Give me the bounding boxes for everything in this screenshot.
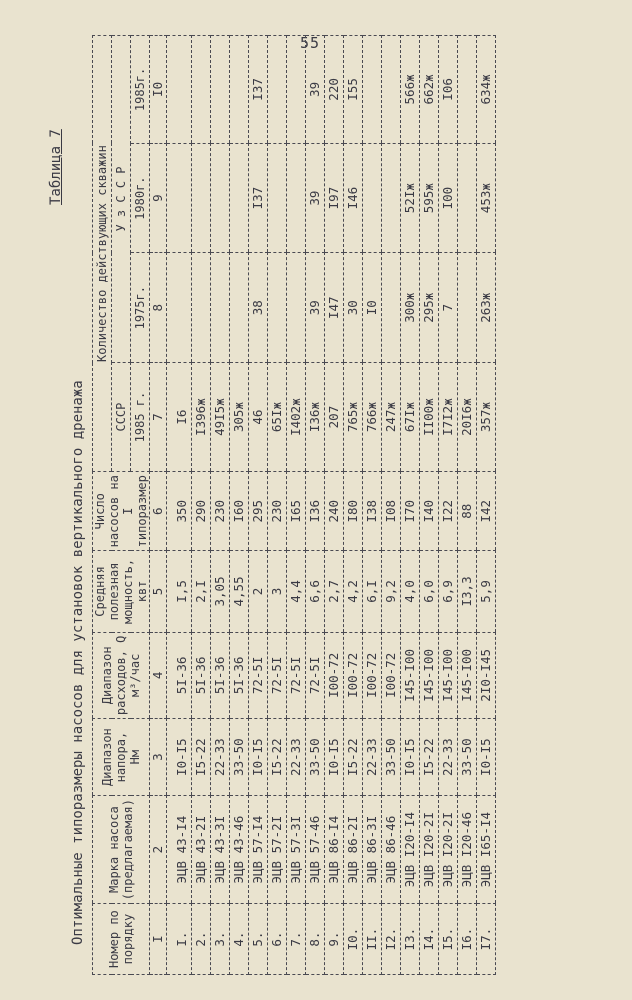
cell-pump-mark: ЭЦВ 57-I4 bbox=[249, 796, 268, 904]
cell-uz-1975: 300ж bbox=[401, 253, 420, 363]
cell-uz-1975: 7 bbox=[439, 253, 458, 363]
cell-number: 5. bbox=[249, 904, 268, 975]
cell-uz-1980: I37 bbox=[249, 143, 268, 253]
header-power: Средняя полезная мощность, квт bbox=[93, 551, 150, 632]
cell-uz-1980: I00 bbox=[439, 143, 458, 253]
cell-uz-1980 bbox=[458, 143, 477, 253]
cell-uz-1980 bbox=[211, 143, 230, 253]
cell-uz-1980 bbox=[382, 143, 401, 253]
cell-pump-mark: ЭЦВ 57-2I bbox=[268, 796, 287, 904]
cell-uz-1975: I0 bbox=[363, 253, 382, 363]
cell-ussr-1985: 67Iж bbox=[401, 363, 420, 472]
cell-pump-mark: ЭЦВ 43-I4 bbox=[167, 796, 192, 904]
cell-uz-1975: 39 bbox=[306, 253, 325, 363]
cell-uz-1985 bbox=[211, 36, 230, 144]
cell-flow-range: I00-72 bbox=[325, 632, 344, 719]
cell-pump-count: 290 bbox=[192, 472, 211, 551]
cell-uz-1980: 453ж bbox=[477, 143, 496, 253]
cell-uz-1985: I06 bbox=[439, 36, 458, 144]
table-row bbox=[211, 36, 230, 975]
cell-number: I4. bbox=[420, 904, 439, 975]
cell-pump-mark: ЭЦВ I20-2I bbox=[420, 796, 439, 904]
cell-pump-mark: ЭЦВ 86-3I bbox=[363, 796, 382, 904]
cell-power: 4,55 bbox=[230, 551, 249, 632]
cell-number: 8. bbox=[306, 904, 325, 975]
cell-number: II. bbox=[363, 904, 382, 975]
cell-flow-range: I00-72 bbox=[363, 632, 382, 719]
cell-uz-1975: 263ж bbox=[477, 253, 496, 363]
cell-power: 4,4 bbox=[287, 551, 306, 632]
col-number: I0 bbox=[150, 36, 167, 144]
cell-uz-1980: 595ж bbox=[420, 143, 439, 253]
cell-uz-1975: 38 bbox=[249, 253, 268, 363]
cell-flow-range: 2I0-I45 bbox=[477, 632, 496, 719]
cell-power: 4,0 bbox=[401, 551, 420, 632]
cell-uz-1985 bbox=[230, 36, 249, 144]
table-row bbox=[230, 36, 249, 975]
table-row bbox=[268, 36, 287, 975]
cell-uz-1985 bbox=[287, 36, 306, 144]
cell-pump-count: 230 bbox=[268, 472, 287, 551]
cell-flow-range: 72-5I bbox=[249, 632, 268, 719]
cell-pump-count: 295 bbox=[249, 472, 268, 551]
cell-pump-count: I22 bbox=[439, 472, 458, 551]
cell-uz-1985 bbox=[268, 36, 287, 144]
cell-uz-1975 bbox=[211, 253, 230, 363]
cell-flow-range: I45-I00 bbox=[420, 632, 439, 719]
cell-number: I6. bbox=[458, 904, 477, 975]
table-row bbox=[306, 36, 325, 975]
cell-uz-1985: 220 bbox=[325, 36, 344, 144]
cell-ussr-1985: 65Iж bbox=[268, 363, 287, 472]
cell-number: I0. bbox=[344, 904, 363, 975]
cell-head-range: I0-I5 bbox=[249, 719, 268, 796]
col-number: 4 bbox=[150, 632, 167, 719]
cell-pump-mark: ЭЦВ 57-3I bbox=[287, 796, 306, 904]
cell-number: 9. bbox=[325, 904, 344, 975]
cell-flow-range: I45-I00 bbox=[401, 632, 420, 719]
cell-ussr-1985: 357ж bbox=[477, 363, 496, 472]
cell-pump-mark: ЭЦВ I20-2I bbox=[439, 796, 458, 904]
cell-pump-count: 350 bbox=[167, 472, 192, 551]
cell-uz-1980 bbox=[230, 143, 249, 253]
cell-head-range: I0-I5 bbox=[477, 719, 496, 796]
cell-flow-range: I45-I00 bbox=[439, 632, 458, 719]
cell-pump-mark: ЭЦВ 86-46 bbox=[382, 796, 401, 904]
header-number: Номер по порядку bbox=[93, 904, 150, 975]
cell-ussr-1985: I36ж bbox=[306, 363, 325, 472]
cell-uz-1985 bbox=[363, 36, 382, 144]
cell-power: 2 bbox=[249, 551, 268, 632]
header-flow-range: Диапазон расходов, Q м³/час bbox=[93, 632, 150, 719]
header-uz-1985: 1985г. bbox=[131, 36, 150, 144]
table-title: Оптимальные типоразмеры насосов для установок вертикального дренажа bbox=[70, 380, 86, 945]
table-row bbox=[382, 36, 401, 975]
cell-pump-count: 230 bbox=[211, 472, 230, 551]
cell-uz-1980 bbox=[167, 143, 192, 253]
header-uz-1980: 1980г. bbox=[131, 143, 150, 253]
cell-head-range: I0-I5 bbox=[167, 719, 192, 796]
col-number: 2 bbox=[150, 796, 167, 904]
cell-uz-1980 bbox=[287, 143, 306, 253]
cell-ussr-1985: 49I5ж bbox=[211, 363, 230, 472]
cell-uz-1975 bbox=[192, 253, 211, 363]
cell-uz-1985 bbox=[167, 36, 192, 144]
cell-uz-1975 bbox=[458, 253, 477, 363]
cell-pump-count: 88 bbox=[458, 472, 477, 551]
table-row bbox=[344, 36, 363, 975]
cell-flow-range: 5I-36 bbox=[211, 632, 230, 719]
header-uzssr: У з С С Р bbox=[112, 36, 131, 363]
cell-power: I,5 bbox=[167, 551, 192, 632]
cell-ussr-1985: 305ж bbox=[230, 363, 249, 472]
cell-pump-mark: ЭЦВ 86-2I bbox=[344, 796, 363, 904]
cell-head-range: 22-33 bbox=[439, 719, 458, 796]
cell-power: 9,2 bbox=[382, 551, 401, 632]
cell-pump-mark: ЭЦВ 43-2I bbox=[192, 796, 211, 904]
cell-number: I5. bbox=[439, 904, 458, 975]
cell-uz-1980 bbox=[363, 143, 382, 253]
cell-uz-1980 bbox=[192, 143, 211, 253]
cell-ussr-1985: I6 bbox=[167, 363, 192, 472]
cell-power: 6,9 bbox=[439, 551, 458, 632]
table-row bbox=[420, 36, 439, 975]
cell-flow-range: 72-5I bbox=[306, 632, 325, 719]
cell-ussr-1985: 20I6ж bbox=[458, 363, 477, 472]
cell-uz-1975: 30 bbox=[344, 253, 363, 363]
rotated-table-block bbox=[48, 35, 588, 975]
cell-uz-1985 bbox=[382, 36, 401, 144]
cell-flow-range: 72-5I bbox=[268, 632, 287, 719]
cell-uz-1980 bbox=[268, 143, 287, 253]
cell-power: 2,7 bbox=[325, 551, 344, 632]
cell-pump-mark: ЭЦВ 43-3I bbox=[211, 796, 230, 904]
col-number: 8 bbox=[150, 253, 167, 363]
cell-pump-count: I36 bbox=[306, 472, 325, 551]
cell-uz-1980: I46 bbox=[344, 143, 363, 253]
cell-power: 5,9 bbox=[477, 551, 496, 632]
table-row bbox=[363, 36, 382, 975]
cell-head-range: 22-33 bbox=[287, 719, 306, 796]
cell-uz-1985: 39 bbox=[306, 36, 325, 144]
cell-uz-1980: 39 bbox=[306, 143, 325, 253]
cell-head-range: I5-22 bbox=[268, 719, 287, 796]
cell-number: 7. bbox=[287, 904, 306, 975]
cell-number: I7. bbox=[477, 904, 496, 975]
cell-pump-count: I65 bbox=[287, 472, 306, 551]
cell-number: 6. bbox=[268, 904, 287, 975]
cell-head-range: 22-33 bbox=[211, 719, 230, 796]
table-row bbox=[401, 36, 420, 975]
cell-flow-range: 5I-36 bbox=[167, 632, 192, 719]
cell-number: 2. bbox=[192, 904, 211, 975]
cell-head-range: 33-50 bbox=[306, 719, 325, 796]
cell-ussr-1985: 207 bbox=[325, 363, 344, 472]
cell-pump-mark: ЭЦВ 43-46 bbox=[230, 796, 249, 904]
cell-uz-1985: I55 bbox=[344, 36, 363, 144]
cell-pump-count: I60 bbox=[230, 472, 249, 551]
cell-uz-1975: 295ж bbox=[420, 253, 439, 363]
cell-uz-1985: 566ж bbox=[401, 36, 420, 144]
cell-ussr-1985: I396ж bbox=[192, 363, 211, 472]
cell-pump-count: I70 bbox=[401, 472, 420, 551]
table-label: Таблица 7 bbox=[48, 129, 64, 205]
cell-number: 4. bbox=[230, 904, 249, 975]
cell-flow-range: 5I-36 bbox=[192, 632, 211, 719]
cell-pump-mark: ЭЦВ I65-I4 bbox=[477, 796, 496, 904]
cell-uz-1975 bbox=[167, 253, 192, 363]
cell-head-range: I0-I5 bbox=[401, 719, 420, 796]
cell-uz-1975 bbox=[268, 253, 287, 363]
cell-uz-1985 bbox=[192, 36, 211, 144]
header-head-range: Диапазон напора, Нм bbox=[93, 719, 150, 796]
cell-number: I. bbox=[167, 904, 192, 975]
header-ussr: СССР bbox=[112, 363, 131, 472]
header-pump-mark: Марка насоса (предлагаемая) bbox=[93, 796, 150, 904]
cell-power: I3,3 bbox=[458, 551, 477, 632]
cell-pump-count: I38 bbox=[363, 472, 382, 551]
cell-uz-1985: 634ж bbox=[477, 36, 496, 144]
cell-head-range: I5-22 bbox=[192, 719, 211, 796]
cell-flow-range: I00-72 bbox=[382, 632, 401, 719]
cell-power: 3,05 bbox=[211, 551, 230, 632]
table-row bbox=[167, 36, 192, 975]
cell-flow-range: 72-5I bbox=[287, 632, 306, 719]
header-uz-1975: 1975г. bbox=[131, 253, 150, 363]
cell-pump-count: I40 bbox=[420, 472, 439, 551]
cell-head-range: I5-22 bbox=[420, 719, 439, 796]
cell-pump-mark: ЭЦВ I20-46 bbox=[458, 796, 477, 904]
cell-ussr-1985: 766ж bbox=[363, 363, 382, 472]
cell-head-range: I5-22 bbox=[344, 719, 363, 796]
cell-flow-range: I00-72 bbox=[344, 632, 363, 719]
col-number: 6 bbox=[150, 472, 167, 551]
cell-pump-count: I42 bbox=[477, 472, 496, 551]
table-row bbox=[458, 36, 477, 975]
cell-flow-range: I45-I00 bbox=[458, 632, 477, 719]
table-row bbox=[287, 36, 306, 975]
cell-pump-mark: ЭЦВ 57-46 bbox=[306, 796, 325, 904]
cell-power: 4,2 bbox=[344, 551, 363, 632]
col-number: 9 bbox=[150, 143, 167, 253]
header-wells-group: Количество действующих скважин bbox=[93, 36, 112, 472]
cell-pump-count: 240 bbox=[325, 472, 344, 551]
pump-table bbox=[92, 35, 496, 975]
cell-head-range: 33-50 bbox=[382, 719, 401, 796]
cell-power: 2,I bbox=[192, 551, 211, 632]
col-number: I bbox=[150, 904, 167, 975]
cell-head-range: 33-50 bbox=[458, 719, 477, 796]
header-pump-count: Число насосов на I типоразмер bbox=[93, 472, 150, 551]
cell-uz-1975: I47 bbox=[325, 253, 344, 363]
cell-head-range: 33-50 bbox=[230, 719, 249, 796]
cell-number: 3. bbox=[211, 904, 230, 975]
col-number: 5 bbox=[150, 551, 167, 632]
table-row bbox=[249, 36, 268, 975]
cell-ussr-1985: I7I2ж bbox=[439, 363, 458, 472]
cell-ussr-1985: II00ж bbox=[420, 363, 439, 472]
cell-flow-range: 5I-36 bbox=[230, 632, 249, 719]
cell-uz-1980: I97 bbox=[325, 143, 344, 253]
col-number: 7 bbox=[150, 363, 167, 472]
cell-uz-1985 bbox=[458, 36, 477, 144]
cell-head-range: I0-I5 bbox=[325, 719, 344, 796]
col-number: 3 bbox=[150, 719, 167, 796]
header-ussr-1985: 1985 г. bbox=[131, 363, 150, 472]
table-row bbox=[477, 36, 496, 975]
cell-uz-1980: 52Iж bbox=[401, 143, 420, 253]
cell-pump-mark: ЭЦВ 86-I4 bbox=[325, 796, 344, 904]
table-row bbox=[439, 36, 458, 975]
cell-pump-count: I80 bbox=[344, 472, 363, 551]
cell-power: 6,6 bbox=[306, 551, 325, 632]
cell-uz-1985: 662ж bbox=[420, 36, 439, 144]
table-row bbox=[325, 36, 344, 975]
cell-uz-1975 bbox=[230, 253, 249, 363]
cell-power: 6,I bbox=[363, 551, 382, 632]
cell-ussr-1985: 46 bbox=[249, 363, 268, 472]
cell-pump-mark: ЭЦВ I20-I4 bbox=[401, 796, 420, 904]
cell-uz-1985: I37 bbox=[249, 36, 268, 144]
cell-power: 3 bbox=[268, 551, 287, 632]
cell-pump-count: I08 bbox=[382, 472, 401, 551]
cell-head-range: 22-33 bbox=[363, 719, 382, 796]
cell-ussr-1985: 247ж bbox=[382, 363, 401, 472]
cell-uz-1975 bbox=[287, 253, 306, 363]
cell-number: I2. bbox=[382, 904, 401, 975]
cell-number: I3. bbox=[401, 904, 420, 975]
page-number: 55 bbox=[300, 34, 321, 52]
table-row bbox=[192, 36, 211, 975]
cell-power: 6,0 bbox=[420, 551, 439, 632]
cell-ussr-1985: 765ж bbox=[344, 363, 363, 472]
cell-uz-1975 bbox=[382, 253, 401, 363]
cell-ussr-1985: I402ж bbox=[287, 363, 306, 472]
